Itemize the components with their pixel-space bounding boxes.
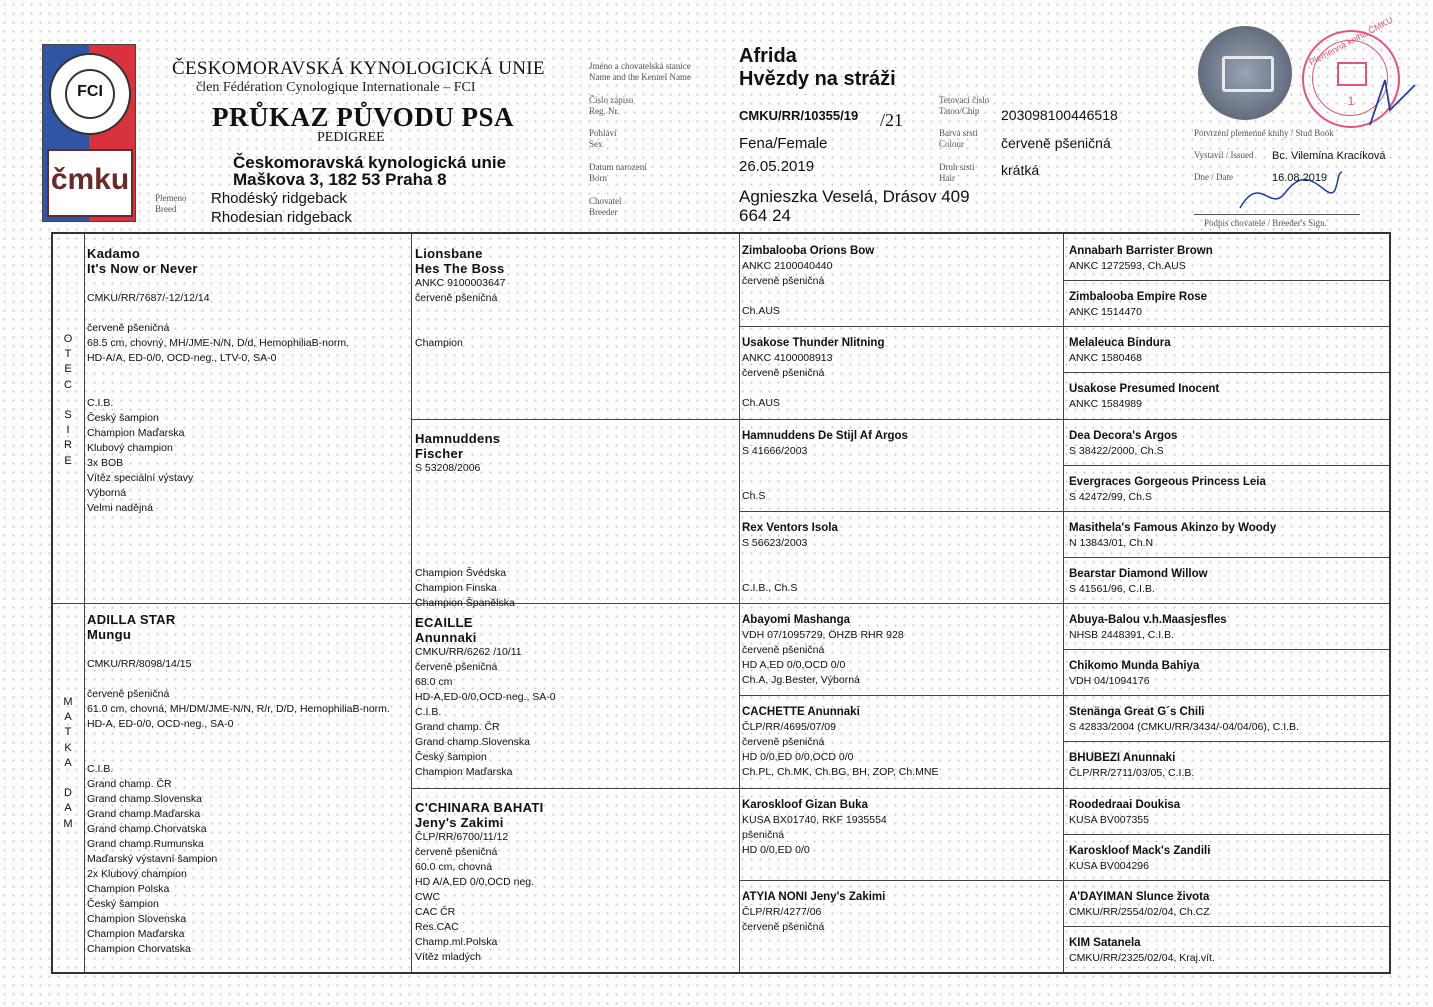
dog-detail: Ch.AUS	[742, 305, 780, 317]
great-grandparent-cell	[742, 429, 1060, 504]
breed-label-en: Breed	[155, 204, 177, 214]
dog-detail: Vítěz mladých	[415, 950, 481, 963]
dog-detail: S 41666/2003	[742, 444, 808, 457]
dog-detail: S 56623/2003	[742, 536, 808, 549]
dog-detail	[742, 566, 1060, 581]
dog-name: Masithela's Famous Akinzo by Woody	[1069, 521, 1277, 534]
dog-detail: HD A,ED 0/0,OCD 0/0	[742, 659, 846, 671]
dog-name: ECAILLE	[415, 615, 473, 630]
dog-detail	[742, 950, 1060, 965]
side-letter: A	[64, 711, 72, 724]
ancestor-cell	[1069, 429, 1385, 459]
pedigree-table	[51, 232, 1391, 974]
dog-detail: Klubový champion	[87, 442, 173, 454]
dog-name: CACHETTE Anunnaki	[742, 706, 860, 719]
dog-detail: Grand champ.Slovenska	[415, 736, 530, 748]
dog-name: Annabarh Barrister Brown	[1069, 245, 1213, 257]
dog-name: BHUBEZI Anunnaki	[1069, 752, 1176, 765]
dog-detail	[87, 276, 407, 291]
breed-label-cz: Plemeno	[155, 193, 187, 203]
side-letter	[53, 393, 83, 408]
great-grandparent-cell	[742, 244, 1060, 319]
stamp-text: Plemenná kniha ČMKU	[1307, 14, 1395, 68]
dog-name: Karoskloof Gizan Buka	[742, 798, 868, 811]
ancestor-cell	[1069, 751, 1385, 781]
dog-detail: CAC ČR	[415, 905, 456, 918]
dog-detail: C.I.B.	[87, 397, 114, 409]
dog-detail: Maďarský výstavní šampion	[87, 853, 218, 865]
dog-detail: ANKC 1514470	[1069, 306, 1142, 319]
ancestor-cell	[1069, 890, 1385, 920]
table-row-divider	[1063, 741, 1389, 742]
dog-detail	[742, 858, 1060, 873]
dog-name: ATYIA NONI Jeny's Zakimi	[742, 890, 886, 903]
fci-emblem-icon	[49, 53, 131, 135]
dog-detail: červeně pšeničná	[87, 322, 170, 334]
dog-detail	[742, 474, 1060, 489]
dog-detail: Grand champ. ČR	[87, 778, 172, 790]
dog-detail	[415, 321, 735, 336]
document-title: PRŮKAZ PŮVODU PSA	[212, 102, 514, 132]
grandparent-cell	[415, 615, 735, 780]
breed-en: Rhodesian ridgeback	[211, 209, 352, 226]
table-row-divider	[1063, 280, 1389, 281]
dog-name: Dea Decora's Argos	[1069, 429, 1178, 442]
dog-detail: N 13843/01, Ch.N	[1069, 536, 1154, 549]
breed-cz: Rhodéský ridgeback	[211, 190, 347, 207]
dog-born: 26.05.2019	[739, 158, 815, 175]
ancestor-cell	[1069, 567, 1385, 597]
dog-detail	[87, 732, 407, 747]
hair-label-en: Hair	[939, 173, 955, 183]
dog-detail	[87, 381, 407, 396]
great-grandparent-cell	[742, 336, 1060, 411]
dog-detail: Champion Maďarska	[415, 766, 513, 778]
ancestor-cell	[1069, 705, 1385, 735]
reg-suffix: /21	[880, 110, 904, 130]
side-letter: K	[64, 741, 72, 754]
dog-detail: Grand champ.Chorvatska	[87, 823, 207, 835]
side-letter: D	[64, 787, 72, 800]
issue-date: 16.08.2019	[1272, 172, 1328, 184]
grandparent-cell	[415, 800, 735, 965]
side-label	[53, 332, 83, 469]
dog-detail	[742, 935, 1060, 950]
dog-detail: ČLP/RR/6700/11/12	[415, 830, 509, 843]
dog-detail: CMKU/RR/6262 /10/11	[415, 646, 522, 658]
ancestor-cell	[1069, 659, 1385, 689]
cmku-mark-text: čmku	[50, 163, 130, 196]
date-label: Dne / Date	[1194, 172, 1233, 182]
dog-name: Lionsbane	[415, 246, 483, 261]
dog-name: Anunnaki	[415, 630, 477, 645]
side-letter	[53, 771, 83, 786]
ancestor-cell	[1069, 290, 1385, 320]
dog-detail: Champion Španělska	[415, 596, 515, 609]
dog-detail: Grand champ.Slovenska	[87, 793, 202, 805]
dog-detail: KUSA BV007355	[1069, 813, 1149, 826]
reg-label-en: Reg. Nr.	[589, 106, 620, 116]
dog-detail: ČLP/RR/4277/06	[742, 905, 822, 918]
dam-cell	[87, 612, 407, 957]
dog-detail: ANKC 1584989	[1069, 398, 1142, 411]
table-row-divider	[1063, 465, 1389, 466]
dog-detail: Ch.PL, Ch.MK, Ch.BG, BH, ZOP, Ch.MNE	[742, 766, 939, 779]
great-grandparent-cell	[742, 705, 1060, 780]
great-grandparent-cell	[742, 798, 1060, 873]
name-label-en: Name and the Kennel Name	[589, 72, 691, 82]
cmku-mark-icon	[47, 149, 133, 217]
dog-detail: 60.0 cm, chovná	[415, 860, 493, 873]
table-row-divider	[739, 695, 1389, 696]
dog-detail	[742, 551, 1060, 566]
dog-detail: Champion Švédska	[415, 566, 507, 579]
dog-detail: CMKU/RR/2325/02/04, Kraj.vít.	[1069, 951, 1215, 964]
ancestor-cell	[1069, 613, 1385, 643]
dog-detail	[415, 491, 735, 506]
dog-name: C'CHINARA BAHATI	[415, 799, 544, 815]
side-letter: T	[64, 726, 72, 739]
dog-detail: S 41561/96, C.I.B.	[1069, 582, 1155, 595]
dog-detail: červeně pšeničná	[415, 292, 498, 304]
dog-name: KIM Satanela	[1069, 936, 1141, 949]
dog-name: Rex Ventors Isola	[742, 521, 838, 534]
born-label-cz: Datum narození	[589, 162, 647, 172]
dog-detail: červeně pšeničná	[742, 644, 825, 656]
dog-detail: S 42472/99, Ch.S	[1069, 490, 1152, 503]
breeder-line1: Agnieszka Veselá, Drásov 409	[739, 187, 970, 206]
breeder-label-cz: Chovatel	[589, 196, 622, 206]
dog-detail: HD 0/0,ED 0/0	[742, 843, 810, 856]
dog-name: Kadamo	[87, 246, 141, 261]
table-row-divider	[411, 788, 1389, 789]
dog-detail: Res.CAC	[415, 920, 459, 933]
dog-name: ADILLA STAR	[87, 612, 176, 627]
colour-label-cz: Barva srsti	[939, 128, 978, 138]
dog-detail: červeně pšeničná	[742, 275, 825, 287]
dog-name: Melaleuca Bindura	[1069, 337, 1171, 350]
dog-detail: červeně pšeničná	[742, 736, 825, 749]
dog-detail: CMKU/RR/8098/14/15	[87, 658, 192, 670]
dog-detail: Champion Finska	[415, 581, 497, 594]
hologram-seal-icon	[1198, 26, 1292, 120]
tattoo-label-cz: Tetovací číslo	[939, 95, 990, 105]
reg-number: CMKU/RR/10355/19	[739, 108, 859, 123]
dog-detail: červeně pšeničná	[415, 845, 498, 858]
dog-detail	[415, 551, 735, 566]
table-row-divider	[1063, 557, 1389, 558]
dog-name: Hamnuddens De Stijl Af Argos	[742, 429, 908, 442]
side-letter: M	[63, 696, 73, 708]
dog-detail: KUSA BX01740, RKF 1935554	[742, 813, 887, 826]
table-row-divider	[739, 326, 1389, 327]
dog-detail: červeně pšeničná	[415, 661, 498, 673]
dog-name: Abayomi Mashanga	[742, 614, 850, 626]
ancestor-cell	[1069, 475, 1385, 505]
sex-label-cz: Pohlaví	[589, 128, 617, 138]
table-row-divider	[411, 419, 1389, 420]
grandparent-cell	[415, 246, 735, 351]
sex-label-en: Sex	[589, 139, 603, 149]
dog-name: Jeny's Zakimi	[415, 814, 504, 830]
dog-detail: 68.5 cm, chovný, MH/JME-N/N, D/d, HemophiliaB-norm.	[87, 337, 349, 349]
table-row-divider	[739, 511, 1389, 512]
dog-detail: S 38422/2000, Ch.S	[1069, 444, 1164, 457]
dog-detail: S 53208/2006	[415, 461, 481, 474]
dog-name: Abuya-Balou v.h.Maasjesfles	[1069, 614, 1227, 626]
side-letter: O	[63, 333, 73, 345]
dog-detail: 68.0 cm	[415, 676, 453, 688]
dog-detail: 61.0 cm, chovná, MH/DM/JME-N/N, R/r, D/D, HemophiliaB-norm.	[87, 703, 390, 715]
dog-detail	[742, 459, 1060, 474]
dog-detail: ČLP/RR/2711/03/05, C.I.B.	[1069, 767, 1195, 780]
dog-detail: KUSA BV004296	[1069, 859, 1149, 872]
side-letter: E	[64, 454, 72, 467]
dog-kennel: Hvězdy na stráži	[739, 68, 896, 90]
dog-detail: C.I.B.	[415, 706, 442, 718]
dog-detail: ANKC 9100003647	[415, 277, 506, 289]
dog-name: Chikomo Munda Bahiya	[1069, 660, 1200, 673]
side-letter: E	[64, 363, 72, 376]
dog-detail: Velmi nadějná	[87, 502, 153, 514]
grandparent-cell	[415, 431, 735, 611]
dog-detail: C.I.B.	[87, 763, 114, 775]
reg-label-cz: Číslo zápisu	[589, 95, 634, 105]
dog-detail: Champion Slovenska	[87, 913, 187, 925]
dog-detail: ANKC 1580468	[1069, 352, 1142, 365]
breeder-signature-icon	[1230, 168, 1350, 216]
dog-detail	[415, 521, 735, 536]
table-row-divider	[1063, 372, 1389, 373]
dog-detail	[87, 747, 407, 762]
dog-name: Roodedraai Doukisa	[1069, 798, 1181, 811]
dog-name: It's Now or Never	[87, 261, 198, 276]
dog-detail	[415, 506, 735, 521]
dog-detail: HD A/A,ED 0/0,OCD neg.	[415, 875, 535, 888]
studbook-label: Potvrzení plemenné knihy / Stud Book	[1194, 128, 1334, 138]
dog-detail	[87, 306, 407, 321]
chip-number: 203098100446518	[1001, 107, 1118, 123]
org-name: ČESKOMORAVSKÁ KYNOLOGICKÁ UNIE	[172, 58, 545, 79]
dog-name: Fischer	[415, 445, 464, 461]
dog-detail: Český šampion	[87, 412, 159, 424]
dog-detail: HD-A, ED-0/0, OCD-neg., SA-0	[87, 718, 234, 730]
dog-detail	[415, 536, 735, 551]
dog-detail	[742, 381, 1060, 396]
dog-detail	[415, 476, 735, 491]
dog-detail: Výborná	[87, 487, 127, 499]
cmku-logo	[42, 44, 136, 222]
table-row-divider	[739, 880, 1389, 881]
dog-name: Karoskloof Mack's Zandili	[1069, 844, 1211, 857]
dog-detail: VDH 07/1095729, ÖHZB RHR 928	[742, 629, 904, 641]
tattoo-label-en: Tatoo/Chip	[939, 106, 980, 116]
dog-detail: ANKC 1272593, Ch.AUS	[1069, 260, 1186, 272]
signature-label: Podpis chovatele / Breeder's Sign.	[1204, 218, 1327, 228]
hair-label-cz: Druh srsti	[939, 162, 975, 172]
dog-detail: HD 0/0,ED 0/0,OCD 0/0	[742, 751, 854, 764]
dog-detail: CMKU/RR/2554/02/04, Ch.CZ	[1069, 905, 1210, 918]
side-letter: T	[64, 348, 72, 361]
issued-label: Vystavil / Issued	[1194, 150, 1254, 160]
name-label-cz: Jméno a chovatelská stanice	[589, 61, 691, 71]
dog-detail: HD-A,ED-0/0,OCD-neg., SA-0	[415, 691, 556, 703]
colour-label-en: Colour	[939, 139, 965, 149]
great-grandparent-cell	[742, 521, 1060, 596]
dog-detail: NHSB 2448391, C.I.B.	[1069, 629, 1175, 641]
side-label	[53, 695, 83, 832]
table-row-divider	[1063, 649, 1389, 650]
dog-detail: CWC	[415, 890, 441, 903]
ancestor-cell	[1069, 798, 1385, 828]
stamp-number: 1	[1347, 94, 1355, 108]
dog-detail: Ch.A, Jg.Bester, Výborná	[742, 674, 860, 686]
dog-detail: Grand champ.Rumunska	[87, 838, 204, 850]
side-letter: A	[64, 802, 72, 815]
dog-detail: Champion Chorvatska	[87, 943, 191, 955]
signature-line	[1194, 214, 1360, 215]
table-row-divider	[1063, 834, 1389, 835]
dog-detail: Český šampion	[87, 898, 159, 910]
great-grandparent-cell	[742, 890, 1060, 965]
born-label-en: Born	[589, 173, 607, 183]
side-letter: R	[64, 439, 72, 452]
dog-detail: Ch.S	[742, 489, 766, 502]
dog-name: Zimbalooba Orions Bow	[742, 245, 875, 257]
side-letter: S	[64, 409, 72, 422]
document-title-en: PEDIGREE	[317, 130, 385, 145]
dog-detail: ANKC 2100040440	[742, 260, 833, 272]
dog-detail: Grand champ.Maďarska	[87, 808, 201, 820]
dog-name: Hamnuddens	[415, 430, 501, 446]
dog-detail: 2x Klubový champion	[87, 868, 187, 880]
ancestor-cell	[1069, 244, 1385, 274]
breeder-line2: 664 24	[739, 206, 791, 225]
sire-cell	[87, 246, 407, 516]
dog-detail: červeně pšeničná	[87, 688, 170, 700]
table-row-divider	[1063, 926, 1389, 927]
dog-hair: krátká	[1001, 162, 1040, 178]
dog-detail: C.I.B., Ch.S	[742, 581, 798, 594]
breeder-label-en: Breeder	[589, 207, 618, 217]
fci-membership: člen Fédération Cynologique Internationale – FCI	[196, 80, 476, 95]
ancestor-cell	[1069, 844, 1385, 874]
side-letter: A	[64, 756, 72, 769]
side-letter: C	[64, 378, 72, 391]
dog-detail: červeně pšeničná	[742, 367, 825, 380]
dog-detail: Grand champ. ČR	[415, 721, 500, 733]
dog-detail: Champion Maďarska	[87, 928, 185, 940]
dog-detail: Vítěz speciální výstavy	[87, 472, 194, 484]
ancestor-cell	[1069, 936, 1385, 966]
fci-emblem-text: FCI	[77, 83, 103, 100]
dog-detail: pšeničná	[742, 828, 785, 841]
dog-detail: Champion Polska	[87, 883, 170, 895]
dog-detail	[87, 366, 407, 381]
side-letter: M	[63, 817, 73, 830]
dog-detail: 3x BOB	[87, 457, 124, 469]
dog-detail: HD-A/A, ED-0/0, OCD-neg., LTV-0, SA-0	[87, 352, 277, 364]
stamp-signature-icon	[1360, 70, 1420, 130]
address-line1: Českomoravská kynologická unie	[233, 153, 507, 172]
dog-detail	[87, 672, 407, 687]
dog-detail: Champ.ml.Polska	[415, 935, 498, 948]
side-letter: I	[66, 424, 70, 437]
dog-detail: Český šampion	[415, 751, 487, 763]
ancestor-cell	[1069, 521, 1385, 551]
dog-name: Evergraces Gorgeous Princess Leia	[1069, 475, 1266, 488]
dog-detail: CMKU/RR/7687/-12/12/14	[87, 292, 210, 304]
dog-name: Usakose Presumed Inocent	[1069, 383, 1220, 396]
dog-detail: ČLP/RR/4695/07/09	[742, 721, 836, 734]
dog-detail	[415, 306, 735, 321]
dog-name: A'DAYIMAN Slunce života	[1069, 890, 1210, 903]
ancestor-cell	[1069, 336, 1385, 366]
dog-name: Zimbalooba Empire Rose	[1069, 291, 1208, 304]
dog-detail: S 42833/2004 (CMKU/RR/3434/-04/04/06), C.I.B.	[1069, 721, 1299, 734]
dog-detail: Ch.AUS	[742, 397, 780, 410]
dog-detail	[87, 642, 407, 657]
dog-name: Hes The Boss	[415, 261, 505, 276]
ancestor-cell	[1069, 382, 1385, 412]
dog-sex: Fena/Female	[739, 135, 828, 152]
dog-name: Stenänga Great G´s Chili	[1069, 706, 1205, 719]
great-grandparent-cell	[742, 613, 1060, 688]
dog-detail	[742, 289, 1060, 304]
dog-detail: ANKC 4100008913	[742, 352, 833, 365]
dog-name: Usakose Thunder Nlitning	[742, 337, 885, 350]
dog-name: Mungu	[87, 627, 132, 642]
address-line2: Maškova 3, 182 53 Praha 8	[233, 170, 447, 189]
issued-by: Bc. Vilemína Kracíková	[1272, 150, 1386, 162]
dog-colour: červeně pšeničná	[1001, 135, 1111, 151]
dog-name: Bearstar Diamond Willow	[1069, 567, 1208, 580]
dog-detail: Champion	[415, 337, 463, 349]
dog-detail: VDH 04/1094176	[1069, 675, 1150, 688]
dog-detail: červeně pšeničná	[742, 920, 825, 933]
dog-name: Afrida	[739, 45, 797, 67]
dog-detail: Champion Maďarska	[87, 427, 185, 439]
